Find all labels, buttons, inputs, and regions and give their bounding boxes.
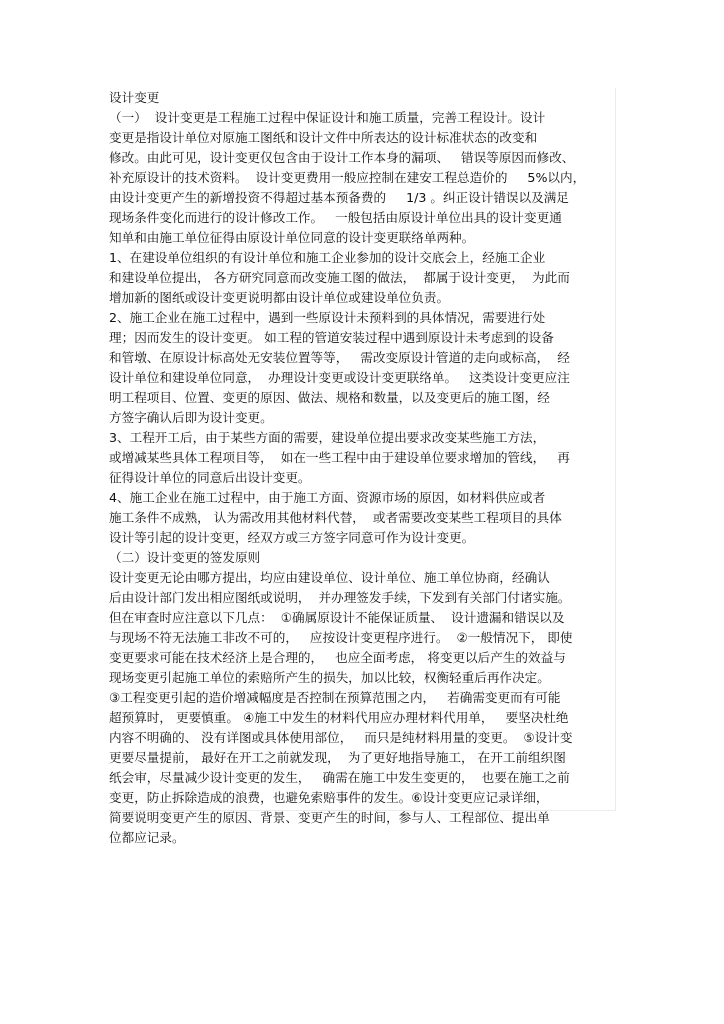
text-line: 补充原设计的技术资料。 设计变更费用一般应控制在建安工程总造价的 5%以内， (109, 170, 586, 185)
text-line: 变更，防止拆除造成的浪费，也避免索赔事件的发生。⑥设计变更应记录详细， (109, 790, 549, 805)
text-line: 施工条件不成熟， 认为需改用其他材料代替， 或者需要改变某些工程项目的具体 (109, 510, 562, 525)
text-line: 更要尽量提前， 最好在开工之前就发现， 为了更好地指导施工， 在开工前组织图 (109, 750, 566, 765)
document-page (109, 88, 616, 845)
text-line: 内容不明确的、 没有详图或具体使用部位， 而只是纯材料用量的变更。 ⑤设计变 (109, 730, 573, 745)
text-line: 现场变更引起施工单位的索赔所产生的损失，加以比较，权衡轻重后再作决定。 (109, 670, 550, 685)
text-line: 与现场不符无法施工非改不可的， 应按设计变更程序进行。 ②一般情况下， 即使 (109, 630, 573, 645)
text-line: 知单和由施工单位征得由原设计单位同意的设计变更联络单两种。 (109, 230, 475, 245)
text-line: 超预算时， 更要慎重。 ④施工中发生的材料代用应办理材料代用单， 要坚决杜绝 (109, 710, 569, 725)
text-line: （一） 设计变更是工程施工过程中保证设计和施工质量，完善工程设计。设计 (109, 110, 546, 125)
text-line: 简要说明变更产生的原因、背景、变更产生的时间，参与人、工程部位、提出单 (109, 810, 550, 825)
text-line: （二）设计变更的签发原则 (109, 550, 261, 565)
text-line: 2、施工企业在施工过程中，遇到一些原设计未预料到的具体情况，需要进行处 (109, 310, 546, 325)
text-line: 设计变更无论由哪方提出，均应由建设单位、设计单位、施工单位协商，经确认 (109, 570, 550, 585)
text-line: 修改。由此可见，设计变更仅包含由于设计工作本身的漏项、 错误等原因而修改、 (109, 150, 575, 165)
text-line: 但在审查时应注意以下几点： ①确属原设计不能保证质量、 设计遗漏和错误以及 (109, 610, 565, 625)
text-line: 明工程项目、位置、变更的原因、做法、规格和数量，以及变更后的施工图，经 (109, 390, 550, 405)
text-line: 变更是指设计单位对原施工图纸和设计文件中所表达的设计标准状态的改变和 (109, 130, 538, 145)
text-line: 理；因而发生的设计变更。 如工程的管道安装过程中遇到原设计未考虑到的设备 (109, 330, 554, 345)
text-line: 变更要求可能在技术经济上是合理的， 也应全面考虑， 将变更以后产生的效益与 (109, 650, 566, 665)
text-line: 设计等引起的设计变更，经双方或三方签字同意可作为设计变更。 (109, 530, 475, 545)
text-line: 现场条件变化而进行的设计修改工作。 一般包括由原设计单位出具的设计变更通 (109, 210, 562, 225)
text-line: 由设计变更产生的新增投资不得超过基本预备费的 1/3 。纠正设计错误以及满足 (109, 190, 569, 205)
document-title: 设计变更 (109, 90, 160, 105)
text-line: 后由设计部门发出相应图纸或说明， 并办理签发手续，下发到有关部门付诸实施。 (109, 590, 571, 605)
text-line: 和管墩、在原设计标高处无安装位置等等， 需改变原设计管道的走向或标高， 经 (109, 350, 570, 365)
text-line: 4、施工企业在施工过程中，由于施工方面、资源市场的原因，如材料供应或者 (109, 490, 546, 505)
text-line: 方签字确认后即为设计变更。 (109, 410, 273, 425)
text-line: 或增减某些具体工程项目等， 如在一些工程中由于建设单位要求增加的管线， 再 (109, 450, 570, 465)
text-line: 征得设计单位的同意后出设计变更。 (109, 470, 311, 485)
text-line: ③工程变更引起的造价增减幅度是否控制在预算范围之内， 若确需变更而有可能 (109, 690, 561, 705)
text-line: 增加新的图纸或设计变更说明都由设计单位或建设单位负责。 (109, 290, 450, 305)
text-line: 位都应记录。 (109, 830, 185, 845)
text-line: 3、工程开工后，由于某些方面的需要，建设单位提出要求改变某些施工方法， (109, 430, 546, 445)
text-line: 和建设单位提出， 各方研究同意而改变施工图的做法， 都属于设计变更， 为此而 (109, 270, 570, 285)
text-line: 设计单位和建设单位同意， 办理设计变更或设计变更联络单。 这类设计变更应注 (109, 370, 570, 385)
document-body (109, 88, 615, 848)
text-line: 1、在建设单位组织的有设计单位和施工企业参加的设计交底会上，经施工企业 (109, 250, 546, 265)
text-line: 纸会审，尽量减少设计变更的发生， 确需在施工中发生变更的， 也要在施工之前 (109, 770, 570, 785)
